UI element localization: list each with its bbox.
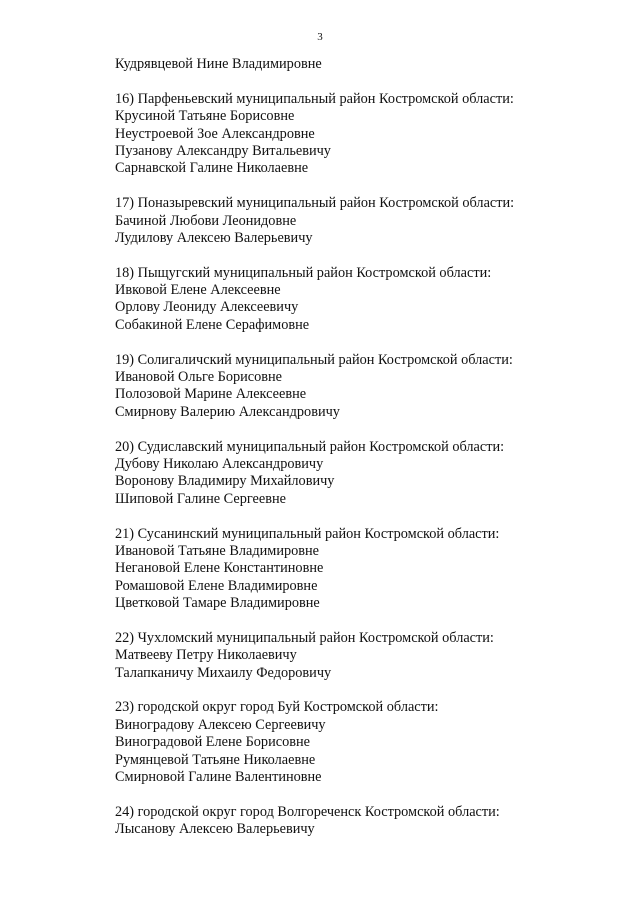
recipient-name: Сарнавской Галине Николаевне: [115, 160, 309, 177]
paragraph-spacer: [115, 786, 615, 803]
recipient-name: Матвееву Петру Николаевичу: [115, 647, 297, 664]
recipient-name: Бачиной Любови Леонидовне: [115, 212, 297, 229]
recipient-name: Лысанову Алексею Валерьевичу: [115, 821, 315, 838]
district-heading: 21) Сусанинский муниципальный район Костромской области:: [115, 525, 500, 542]
page-number: 3: [317, 31, 323, 43]
recipient-name: Ивановой Татьяне Владимировне: [115, 542, 320, 559]
paragraph-spacer: [115, 73, 615, 90]
paragraph-spacer: [115, 334, 615, 351]
recipient-name: Румянцевой Татьяне Николаевне: [115, 751, 316, 768]
recipient-name: Полозовой Марине Алексеевне: [115, 386, 307, 403]
recipient-name: Лудилову Алексею Валерьевичу: [115, 229, 313, 246]
paragraph-spacer: [115, 682, 615, 699]
recipient-name: Пузанову Александру Витальевичу: [115, 142, 331, 159]
recipient-name: Ивковой Елене Алексеевне: [115, 282, 281, 299]
recipient-name: Талапканичу Михаилу Федоровичу: [115, 664, 332, 681]
paragraph-spacer: [115, 178, 615, 195]
recipient-name: Неустроевой Зое Александровне: [115, 125, 315, 142]
recipient-name: Виноградовой Елене Борисовне: [115, 734, 310, 751]
recipient-name: Смирнову Валерию Александровичу: [115, 403, 340, 420]
recipient-name: Шиповой Галине Сергеевне: [115, 490, 286, 507]
recipient-name: Крусиной Татьяне Борисовне: [115, 108, 295, 125]
recipient-name: Ивановой Ольге Борисовне: [115, 369, 283, 386]
district-heading: 19) Солигаличский муниципальный район Костромской области:: [115, 351, 513, 368]
recipient-name: Цветковой Тамаре Владимировне: [115, 595, 320, 612]
recipient-name: Кудрявцевой Нине Владимировне: [115, 56, 322, 72]
recipient-name: Дубову Николаю Александровичу: [115, 455, 324, 472]
district-heading: 18) Пыщугский муниципальный район Костромской области:: [115, 264, 492, 281]
district-heading: 24) городской округ город Волгореченск Костромской области:: [115, 803, 500, 820]
district-heading: 20) Судиславский муниципальный район Костромской области:: [115, 438, 505, 455]
recipient-name: Виноградову Алексею Сергеевичу: [115, 716, 326, 733]
paragraph-spacer: [115, 421, 615, 438]
recipient-name: Собакиной Елене Серафимовне: [115, 316, 310, 333]
recipient-name: Негановой Елене Константиновне: [115, 560, 324, 577]
recipient-name: Воронову Владимиру Михайловичу: [115, 473, 335, 490]
paragraph-spacer: [115, 508, 615, 525]
district-heading: 22) Чухломский муниципальный район Костромской области:: [115, 629, 494, 646]
paragraph-spacer: [115, 247, 615, 264]
document-body: [115, 56, 615, 839]
recipient-name: Ромашовой Елене Владимировне: [115, 577, 318, 594]
paragraph-spacer: [115, 613, 615, 630]
district-heading: 16) Парфеньевский муниципальный район Костромской области:: [115, 90, 514, 107]
district-heading: 23) городской округ город Буй Костромской области:: [115, 699, 439, 716]
recipient-name: Орлову Леониду Алексеевичу: [115, 299, 299, 316]
district-heading: 17) Поназыревский муниципальный район Костромской области:: [115, 195, 515, 212]
recipient-name: Смирновой Галине Валентиновне: [115, 769, 322, 786]
